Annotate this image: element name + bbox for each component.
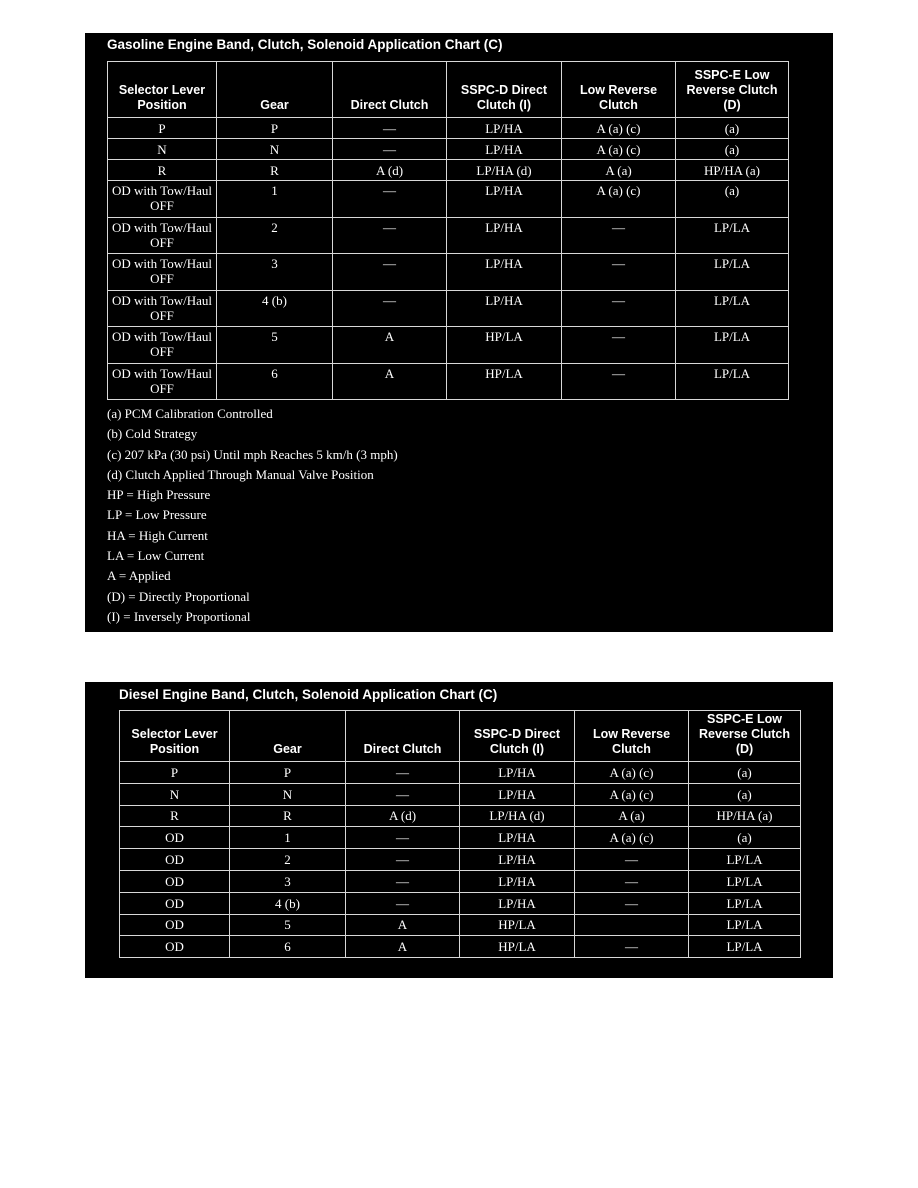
cell-low-reverse: — bbox=[575, 892, 689, 914]
cell-gear: N bbox=[217, 139, 333, 160]
cell-sspc-d: LP/HA bbox=[447, 217, 562, 254]
cell-sspc-e: LP/LA bbox=[676, 327, 789, 364]
note-item: (c) 207 kPa (30 psi) Until mph Reaches 5 km/h (3 mph) bbox=[107, 446, 398, 462]
table-row bbox=[108, 363, 789, 400]
cell-low-reverse: — bbox=[575, 870, 689, 892]
table-row bbox=[120, 870, 801, 892]
gasoline-chart-title: Gasoline Engine Band, Clutch, Solenoid Application Chart (C) bbox=[107, 37, 503, 52]
note-item: (D) = Directly Proportional bbox=[107, 588, 250, 604]
cell-gear: 4 (b) bbox=[217, 290, 333, 327]
table-row bbox=[108, 118, 789, 139]
header-selector-lever-position: Selector Lever Position bbox=[108, 62, 217, 118]
cell-gear: 5 bbox=[230, 914, 346, 936]
cell-gear: P bbox=[230, 762, 346, 784]
header-selector-lever-position: Selector Lever Position bbox=[120, 711, 230, 762]
note-item: HP = High Pressure bbox=[107, 487, 211, 503]
cell-sspc-e: (a) bbox=[689, 762, 801, 784]
cell-position: P bbox=[108, 118, 217, 139]
cell-direct-clutch: — bbox=[346, 762, 460, 784]
cell-low-reverse: — bbox=[575, 849, 689, 871]
cell-sspc-e: LP/LA bbox=[689, 936, 801, 958]
cell-gear: 3 bbox=[217, 254, 333, 291]
cell-low-reverse: — bbox=[562, 363, 676, 400]
cell-direct-clutch: — bbox=[333, 290, 447, 327]
cell-gear: R bbox=[217, 160, 333, 181]
cell-gear: N bbox=[230, 783, 346, 805]
cell-low-reverse: A (a) (c) bbox=[575, 827, 689, 849]
cell-gear: 2 bbox=[217, 217, 333, 254]
cell-sspc-d: LP/HA bbox=[447, 139, 562, 160]
table-row bbox=[120, 936, 801, 958]
cell-sspc-d: HP/LA bbox=[447, 327, 562, 364]
header-sspc-e-low-reverse-clutch: SSPC-E Low Reverse Clutch (D) bbox=[689, 711, 801, 762]
cell-position: OD with Tow/Haul OFF bbox=[108, 254, 217, 291]
cell-sspc-e: LP/LA bbox=[676, 217, 789, 254]
cell-position: N bbox=[108, 139, 217, 160]
header-direct-clutch: Direct Clutch bbox=[333, 62, 447, 118]
cell-gear: R bbox=[230, 805, 346, 827]
header-low-reverse-clutch: Low Reverse Clutch bbox=[575, 711, 689, 762]
note-item: HA = High Current bbox=[107, 527, 208, 543]
table-row bbox=[120, 762, 801, 784]
cell-position: OD bbox=[120, 827, 230, 849]
table-row bbox=[120, 849, 801, 871]
header-low-reverse-clutch: Low Reverse Clutch bbox=[562, 62, 676, 118]
cell-position: OD bbox=[120, 870, 230, 892]
cell-direct-clutch: A (d) bbox=[346, 805, 460, 827]
cell-gear: 1 bbox=[230, 827, 346, 849]
gasoline-chart-panel bbox=[85, 33, 833, 632]
cell-sspc-d: LP/HA (d) bbox=[460, 805, 575, 827]
cell-position: OD with Tow/Haul OFF bbox=[108, 363, 217, 400]
cell-sspc-e: (a) bbox=[676, 139, 789, 160]
table-row bbox=[108, 217, 789, 254]
cell-gear: 4 (b) bbox=[230, 892, 346, 914]
cell-gear: 6 bbox=[230, 936, 346, 958]
cell-gear: 5 bbox=[217, 327, 333, 364]
cell-sspc-d: LP/HA (d) bbox=[447, 160, 562, 181]
header-sspc-d-direct-clutch: SSPC-D Direct Clutch (I) bbox=[447, 62, 562, 118]
cell-sspc-e: HP/HA (a) bbox=[689, 805, 801, 827]
header-sspc-d-direct-clutch: SSPC-D Direct Clutch (I) bbox=[460, 711, 575, 762]
cell-low-reverse: A (a) (c) bbox=[562, 181, 676, 218]
cell-sspc-e: LP/LA bbox=[676, 363, 789, 400]
cell-direct-clutch: A (d) bbox=[333, 160, 447, 181]
note-item: (b) Cold Strategy bbox=[107, 426, 198, 442]
cell-direct-clutch: — bbox=[346, 849, 460, 871]
cell-sspc-d: LP/HA bbox=[460, 870, 575, 892]
cell-position: OD bbox=[120, 936, 230, 958]
cell-direct-clutch: — bbox=[333, 217, 447, 254]
cell-sspc-e: LP/LA bbox=[676, 290, 789, 327]
cell-sspc-e: LP/LA bbox=[689, 892, 801, 914]
cell-sspc-d: LP/HA bbox=[460, 762, 575, 784]
cell-low-reverse: A (a) (c) bbox=[562, 118, 676, 139]
cell-low-reverse: — bbox=[562, 254, 676, 291]
table-row bbox=[108, 290, 789, 327]
cell-sspc-d: LP/HA bbox=[460, 827, 575, 849]
header-row bbox=[120, 711, 801, 762]
cell-low-reverse: — bbox=[562, 217, 676, 254]
cell-gear: 1 bbox=[217, 181, 333, 218]
table-row bbox=[120, 827, 801, 849]
table-row bbox=[108, 160, 789, 181]
cell-direct-clutch: — bbox=[346, 783, 460, 805]
note-item: LP = Low Pressure bbox=[107, 507, 207, 523]
table-row bbox=[108, 139, 789, 160]
cell-sspc-d: HP/LA bbox=[447, 363, 562, 400]
table-row bbox=[108, 254, 789, 291]
cell-direct-clutch: — bbox=[346, 827, 460, 849]
table-row bbox=[120, 805, 801, 827]
cell-low-reverse: — bbox=[562, 327, 676, 364]
cell-sspc-d: LP/HA bbox=[447, 118, 562, 139]
table-row bbox=[120, 914, 801, 936]
gasoline-chart-notes bbox=[107, 404, 398, 627]
cell-direct-clutch: A bbox=[346, 936, 460, 958]
cell-position: OD with Tow/Haul OFF bbox=[108, 290, 217, 327]
cell-sspc-e: LP/LA bbox=[676, 254, 789, 291]
note-item: (d) Clutch Applied Through Manual Valve Position bbox=[107, 466, 374, 482]
header-gear: Gear bbox=[217, 62, 333, 118]
cell-direct-clutch: — bbox=[333, 139, 447, 160]
gasoline-chart-table bbox=[107, 61, 789, 400]
cell-sspc-e: LP/LA bbox=[689, 914, 801, 936]
cell-sspc-d: HP/LA bbox=[460, 914, 575, 936]
note-item: LA = Low Current bbox=[107, 548, 205, 564]
header-gear: Gear bbox=[230, 711, 346, 762]
cell-sspc-d: LP/HA bbox=[460, 849, 575, 871]
cell-gear: P bbox=[217, 118, 333, 139]
cell-sspc-d: LP/HA bbox=[447, 290, 562, 327]
cell-position: OD with Tow/Haul OFF bbox=[108, 327, 217, 364]
cell-sspc-e: LP/LA bbox=[689, 870, 801, 892]
cell-low-reverse: A (a) (c) bbox=[562, 139, 676, 160]
note-item: A = Applied bbox=[107, 568, 171, 584]
cell-sspc-d: LP/HA bbox=[460, 783, 575, 805]
cell-sspc-d: LP/HA bbox=[447, 181, 562, 218]
cell-sspc-d: LP/HA bbox=[447, 254, 562, 291]
cell-direct-clutch: — bbox=[333, 118, 447, 139]
note-item: (a) PCM Calibration Controlled bbox=[107, 406, 273, 421]
cell-direct-clutch: A bbox=[346, 914, 460, 936]
cell-low-reverse: A (a) bbox=[575, 805, 689, 827]
cell-position: OD bbox=[120, 914, 230, 936]
cell-low-reverse: — bbox=[562, 290, 676, 327]
cell-sspc-d: LP/HA bbox=[460, 892, 575, 914]
cell-gear: 6 bbox=[217, 363, 333, 400]
diesel-chart-panel bbox=[85, 682, 833, 978]
cell-gear: 2 bbox=[230, 849, 346, 871]
cell-direct-clutch: — bbox=[346, 870, 460, 892]
cell-sspc-d: HP/LA bbox=[460, 936, 575, 958]
cell-sspc-e: (a) bbox=[676, 118, 789, 139]
cell-direct-clutch: — bbox=[333, 254, 447, 291]
table-row bbox=[120, 783, 801, 805]
cell-position: OD bbox=[120, 849, 230, 871]
note-item: (I) = Inversely Proportional bbox=[107, 608, 251, 624]
header-direct-clutch: Direct Clutch bbox=[346, 711, 460, 762]
cell-position: OD with Tow/Haul OFF bbox=[108, 181, 217, 218]
table-row bbox=[120, 892, 801, 914]
diesel-chart-table bbox=[119, 710, 801, 958]
cell-sspc-e: LP/LA bbox=[689, 849, 801, 871]
table-row bbox=[108, 327, 789, 364]
cell-direct-clutch: — bbox=[346, 892, 460, 914]
cell-low-reverse: A (a) bbox=[562, 160, 676, 181]
cell-sspc-e: HP/HA (a) bbox=[676, 160, 789, 181]
cell-low-reverse: A (a) (c) bbox=[575, 762, 689, 784]
cell-position: R bbox=[108, 160, 217, 181]
header-sspc-e-low-reverse-clutch: SSPC-E Low Reverse Clutch (D) bbox=[676, 62, 789, 118]
table-row bbox=[108, 181, 789, 218]
cell-direct-clutch: A bbox=[333, 363, 447, 400]
cell-position: OD bbox=[120, 892, 230, 914]
cell-sspc-e: (a) bbox=[676, 181, 789, 218]
cell-gear: 3 bbox=[230, 870, 346, 892]
cell-position: P bbox=[120, 762, 230, 784]
cell-position: OD with Tow/Haul OFF bbox=[108, 217, 217, 254]
diesel-chart-title: Diesel Engine Band, Clutch, Solenoid Application Chart (C) bbox=[119, 687, 498, 702]
cell-sspc-e: (a) bbox=[689, 783, 801, 805]
cell-position: N bbox=[120, 783, 230, 805]
cell-low-reverse: A (a) (c) bbox=[575, 783, 689, 805]
cell-position: R bbox=[120, 805, 230, 827]
cell-low-reverse: — bbox=[575, 936, 689, 958]
header-row bbox=[108, 62, 789, 118]
cell-direct-clutch: A bbox=[333, 327, 447, 364]
cell-direct-clutch: — bbox=[333, 181, 447, 218]
cell-low-reverse bbox=[575, 914, 689, 936]
cell-sspc-e: (a) bbox=[689, 827, 801, 849]
